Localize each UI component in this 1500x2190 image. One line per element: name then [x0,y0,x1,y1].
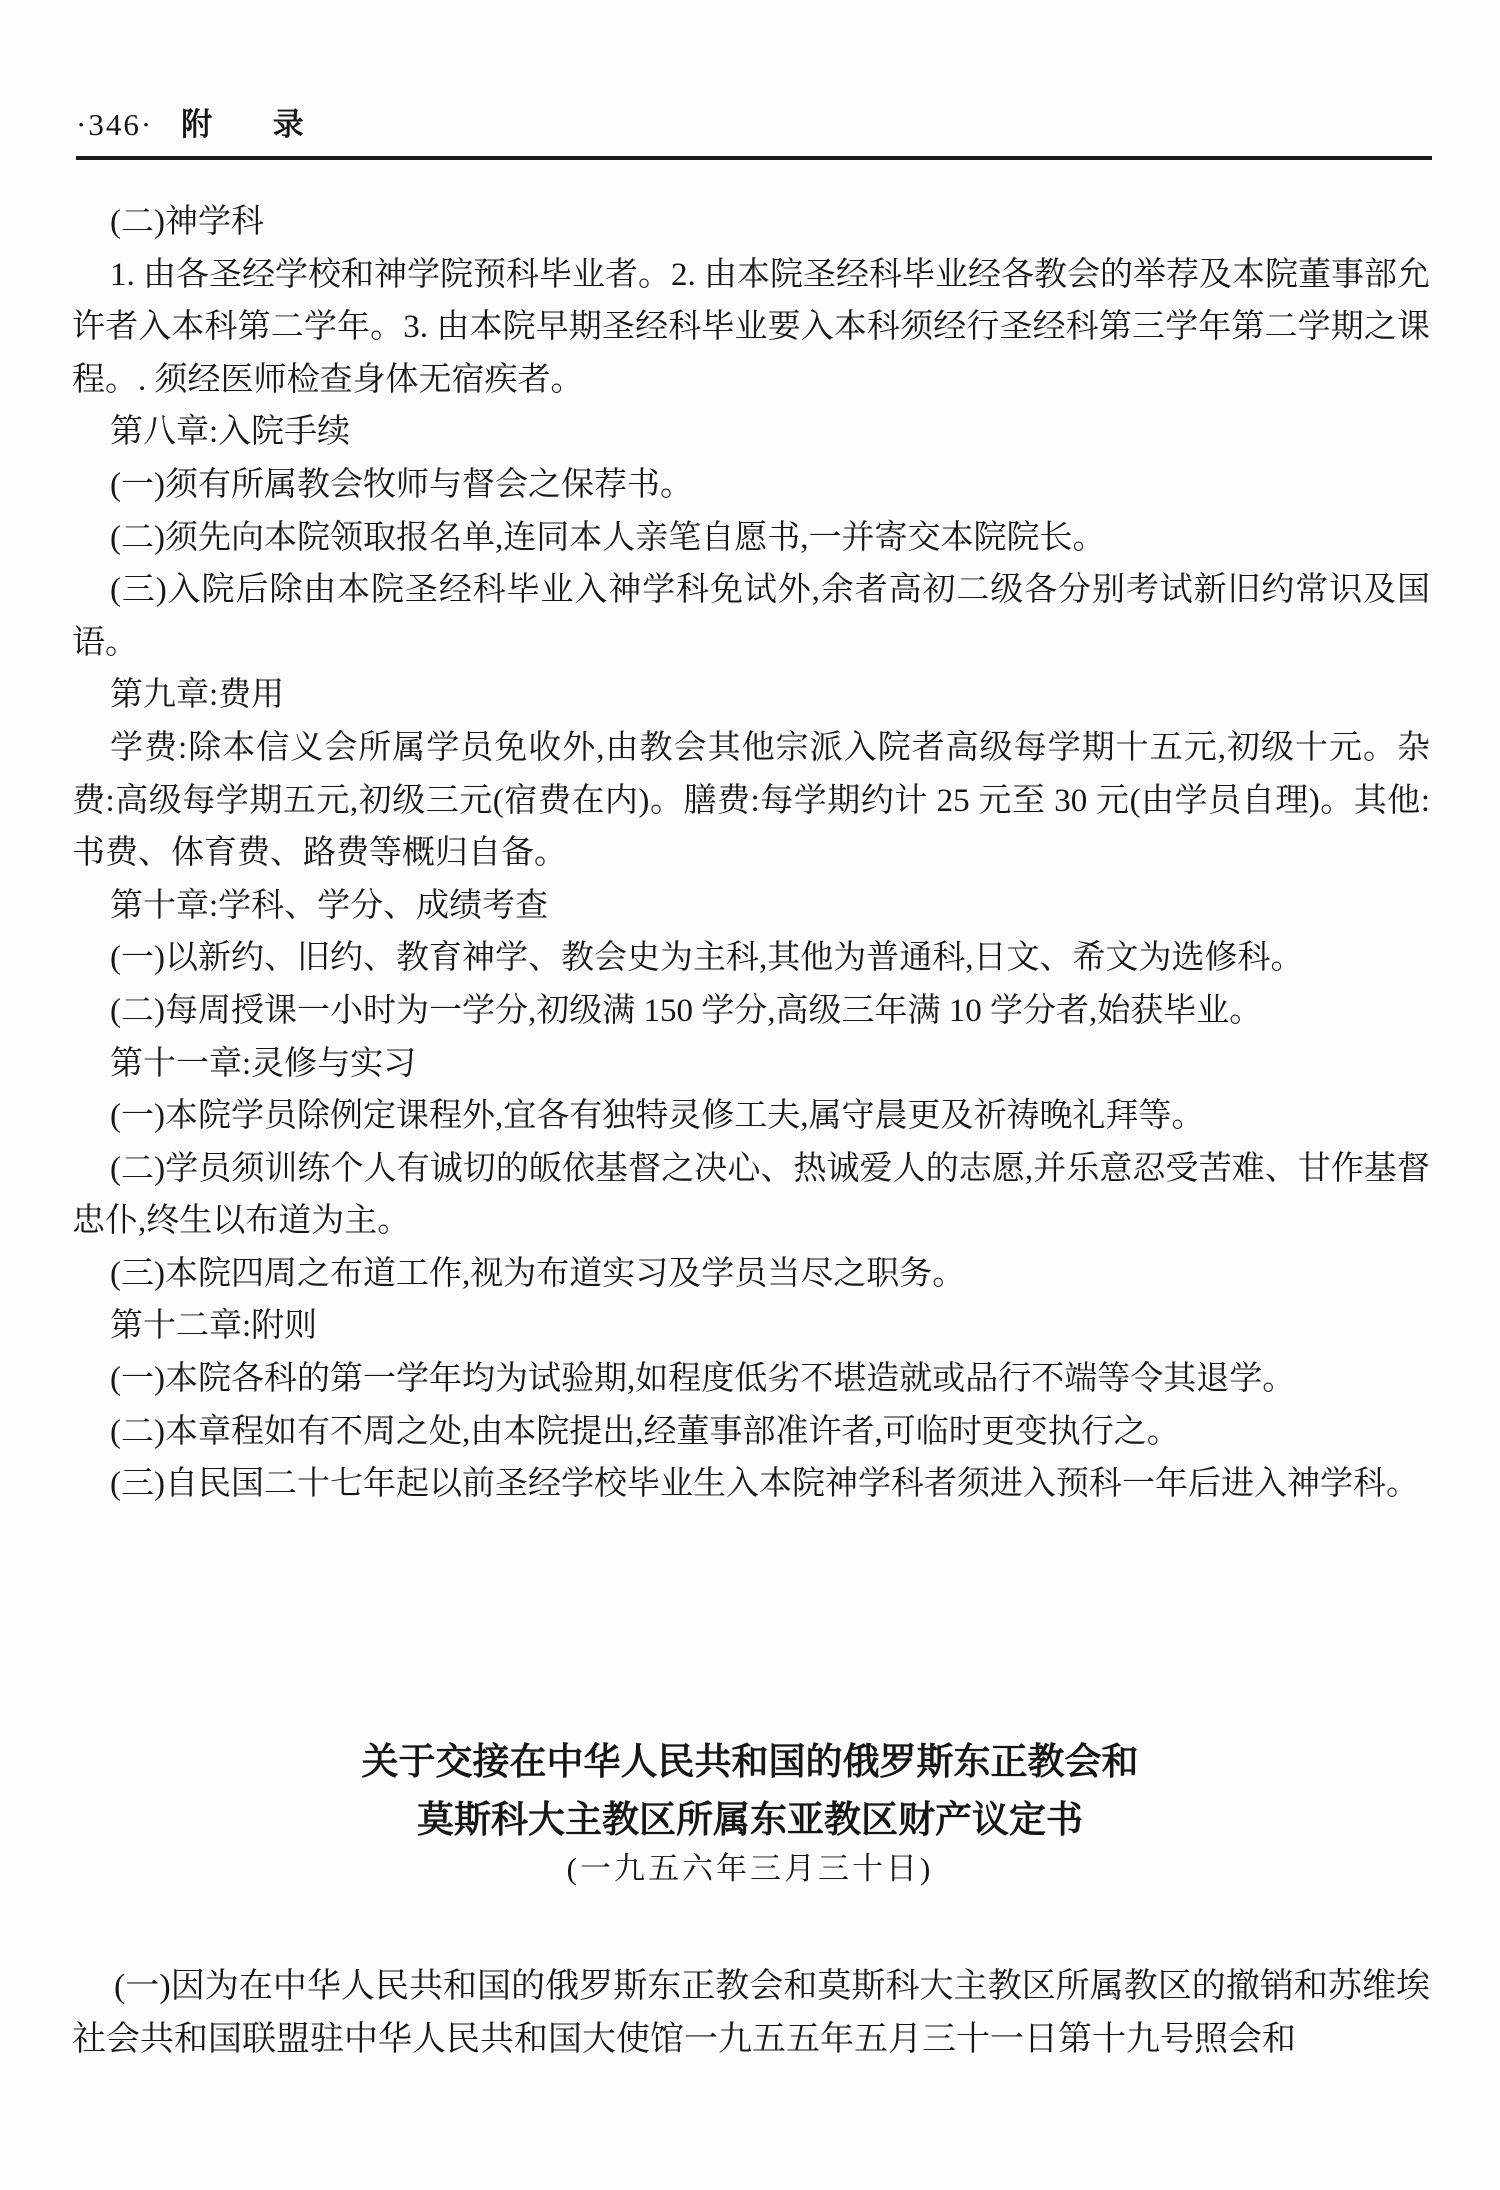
paragraph: (三)自民国二十七年起以前圣经学校毕业生入本院神学科者须进入预科一年后进入神学科。 [110,1466,1419,1503]
agreement-title-line1: 关于交接在中华人民共和国的俄罗斯东正教会和 [361,1741,1139,1782]
paragraph: 第九章:费用 [110,677,285,714]
paragraph: (二)神学科 [110,204,264,240]
paragraph: (一)以新约、旧约、教育神学、教会史为主科,其他为普通科,日文、希文为选修科。 [110,940,1304,977]
agreement-title [0,1733,1500,1849]
paragraph: (一)本院学员除例定课程外,宜各有独特灵修工夫,属守晨更及祈祷晚礼拜等。 [110,1098,1205,1135]
paragraph: (二)本章程如有不周之处,由本院提出,经董事部准许者,可临时更变执行之。 [110,1413,1180,1450]
paragraph: 第十一章:灵修与实习 [110,1045,417,1082]
paragraph: 第十二章:附则 [110,1308,318,1345]
agreement-title-line2: 莫斯科大主教区所属东亚教区财产议定书 [417,1799,1083,1840]
paragraph: (三)本院四周之布道工作,视为布道实习及学员当尽之职务。 [110,1255,966,1292]
paragraph: (三)入院后除由本院圣经科毕业入神学科免试外,余者高初二级各分别考试新旧约常识及国语。 [72,572,1430,661]
agreement-date-line: (一九五六年三月三十日) [566,1851,934,1886]
agreement-body-text [72,1960,1430,2066]
paragraph: 第十章:学科、学分、成绩考查 [110,887,549,924]
paragraph: (一)须有所属教会牧师与督会之保荐书。 [110,466,693,503]
paragraph: 第八章:入院手续 [110,414,351,451]
paragraph: 1. 由各圣经学校和神学院预科毕业者。2. 由本院圣经科毕业经各教会的举荐及本院董事部允许者入本科第二学年。3. 由本院早期圣经科毕业要入本科须经行圣经科第三学年第二学期之课程。. 须经医师检查身体无宿疾者。 [72,256,1430,398]
paragraph: (一)因为在中华人民共和国的俄罗斯东正教会和莫斯科大主教区所属教区的撤销和苏维埃社会共和国联盟驻中华人民共和国大使馆一九五五年五月三十一日第十九号照会和 [72,1968,1430,2058]
regulations-body-text [72,196,1430,1511]
paragraph: (二)须先向本院领取报名单,连同本人亲笔自愿书,一并寄交本院院长。 [110,519,1106,556]
paragraph: (一)本院各科的第一学年均为试验期,如程度低劣不堪造就或品行不端等令其退学。 [110,1361,1296,1398]
paragraph: (二)学员须训练个人有诚切的皈依基督之决心、热诚爱人的志愿,并乐意忍受苦难、甘作基督忠仆,终生以布道为主。 [72,1150,1430,1240]
section-label: 附 录 [181,107,330,142]
paragraph: (二)每周授课一小时为一学分,初级满 150 学分,高级三年满 10 学分者,始获毕业。 [110,992,1263,1029]
page-number: ·346· [76,107,154,142]
running-head [76,106,1432,160]
paragraph: 学费:除本信义会所属学员免收外,由教会其他宗派入院者高级每学期十五元,初级十元。杂费:高级每学期五元,初级三元(宿费在内)。膳费:每学期约计 25 元至 30 元(由学员自理)。其他:书费、体育费、路费等概归自备。 [72,729,1430,872]
